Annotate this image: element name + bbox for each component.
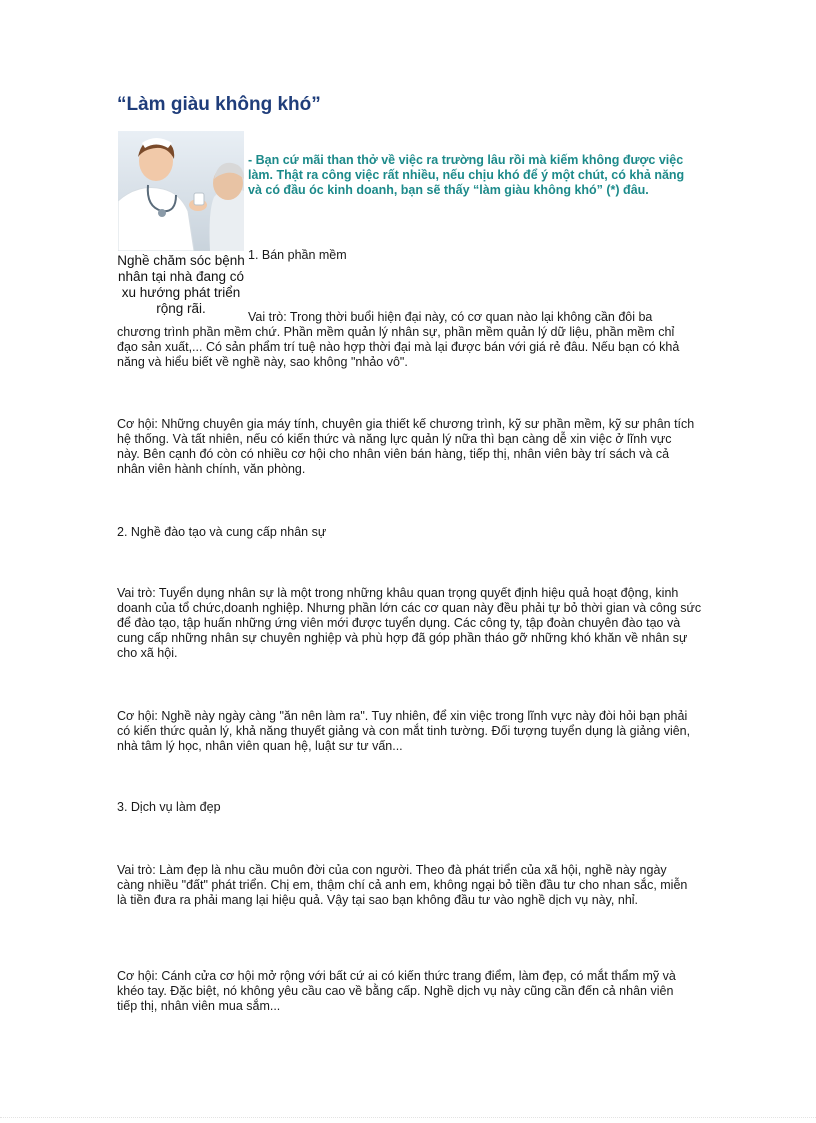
article-figure xyxy=(114,131,248,317)
section-opportunity: Cơ hội: Nghề này ngày càng "ăn nên làm ra". Tuy nhiên, để xin việc trong lĩnh vực này đòi hỏi bạn phải có kiến thức quản lý, khả năng thuyết giảng và con mắt tinh tường. Đối tượng tuyển dụng là giảng viên, nhà tâm lý học, nhân viên quan hệ, luật sư tư vấn... xyxy=(117,709,691,753)
section-opportunity: Cơ hội: Những chuyên gia máy tính, chuyên gia thiết kế chương trình, kỹ sư phần mềm, kỹ sư phân tích hệ thống. Và tất nhiên, nếu có kiến thức và năng lực quản lý nữa thì bạn càng dễ xin việc ở lĩnh vực này. Bên cạnh đó còn có nhiều cơ hội cho nhân viên bán hàng, tiếp thị, nhân viên bày trí sách và cả nhân viên hành chính, văn phòng. xyxy=(117,417,695,476)
lead-paragraph: - Bạn cứ mãi than thở về việc ra trường lâu rồi mà kiếm không được việc làm. Thật ra công việc rất nhiều, nếu chịu khó để ý một chút, có khả năng và có đầu óc kinh doanh, bạn sẽ thấy “làm giàu không khó” (*) đâu. xyxy=(248,153,685,197)
figure-caption: Nghề chăm sóc bệnh nhân tại nhà đang có xu hướng phát triển rộng rãi. xyxy=(117,253,245,316)
nurse-illustration xyxy=(118,131,244,251)
section-opportunity: Cơ hội: Cánh cửa cơ hội mở rộng với bất cứ ai có kiến thức trang điểm, làm đẹp, có mắt thẩm mỹ và khéo tay. Đặc biệt, nó không yêu cầu cao về bằng cấp. Nghề dịch vụ này cũng cần đến cả nhân viên tiếp thị, nhân viên mua sắm... xyxy=(117,969,676,1013)
section-role: Vai trò: Tuyển dụng nhân sự là một trong những khâu quan trọng quyết định hiệu quả hoạt động, kinh doanh của tổ chức,doanh nghiệp. Nhưng phần lớn các cơ quan này đều phải tự bỏ thời gian và công sức để đào tạo, tập huấn những ứng viên mới được tuyển dụng. Các công ty, tập đoàn chuyên đào tạo và cung cấp những nhân sự chuyên nghiệp và phù hợp đã góp phần tháo gỡ những khó khăn về nhân sự cho xã hội. xyxy=(117,586,702,660)
nurse-photo xyxy=(118,131,244,251)
section-role: Vai trò: Làm đẹp là nhu cầu muôn đời của con người. Theo đà phát triển của xã hội, nghề này ngày càng nhiều "đất" phát triển. Chị em, thậm chí cả anh em, không ngại bỏ tiền đầu tư cho nhan sắc, miễn là tiền đưa ra phải mang lại hiệu quả. Vậy tại sao bạn không đầu tư vào nghề dịch vụ này, nhỉ. xyxy=(117,863,688,907)
section-heading: 1. Bán phần mềm xyxy=(248,248,347,262)
section-heading: 3. Dịch vụ làm đẹp xyxy=(117,800,221,814)
page-title: “Làm giàu không khó” xyxy=(117,94,321,115)
section-role: Vai trò: Trong thời buổi hiện đại này, có cơ quan nào lại không cần đôi ba chương trình phần mềm chứ. Phần mềm quản lý nhân sự, phần mềm quản lý dữ liệu, phần mềm chỉ đạo sản xuất,... Có sản phẩm trí tuệ nào hợp thời đại mà lại được bán với giá rẻ đâu. Nếu bạn có khả năng và hiểu biết về nghề này, sao không "nhảo vô". xyxy=(117,310,680,369)
section-heading: 2. Nghề đào tạo và cung cấp nhân sự xyxy=(117,525,327,539)
page-bottom-border xyxy=(0,1117,816,1118)
